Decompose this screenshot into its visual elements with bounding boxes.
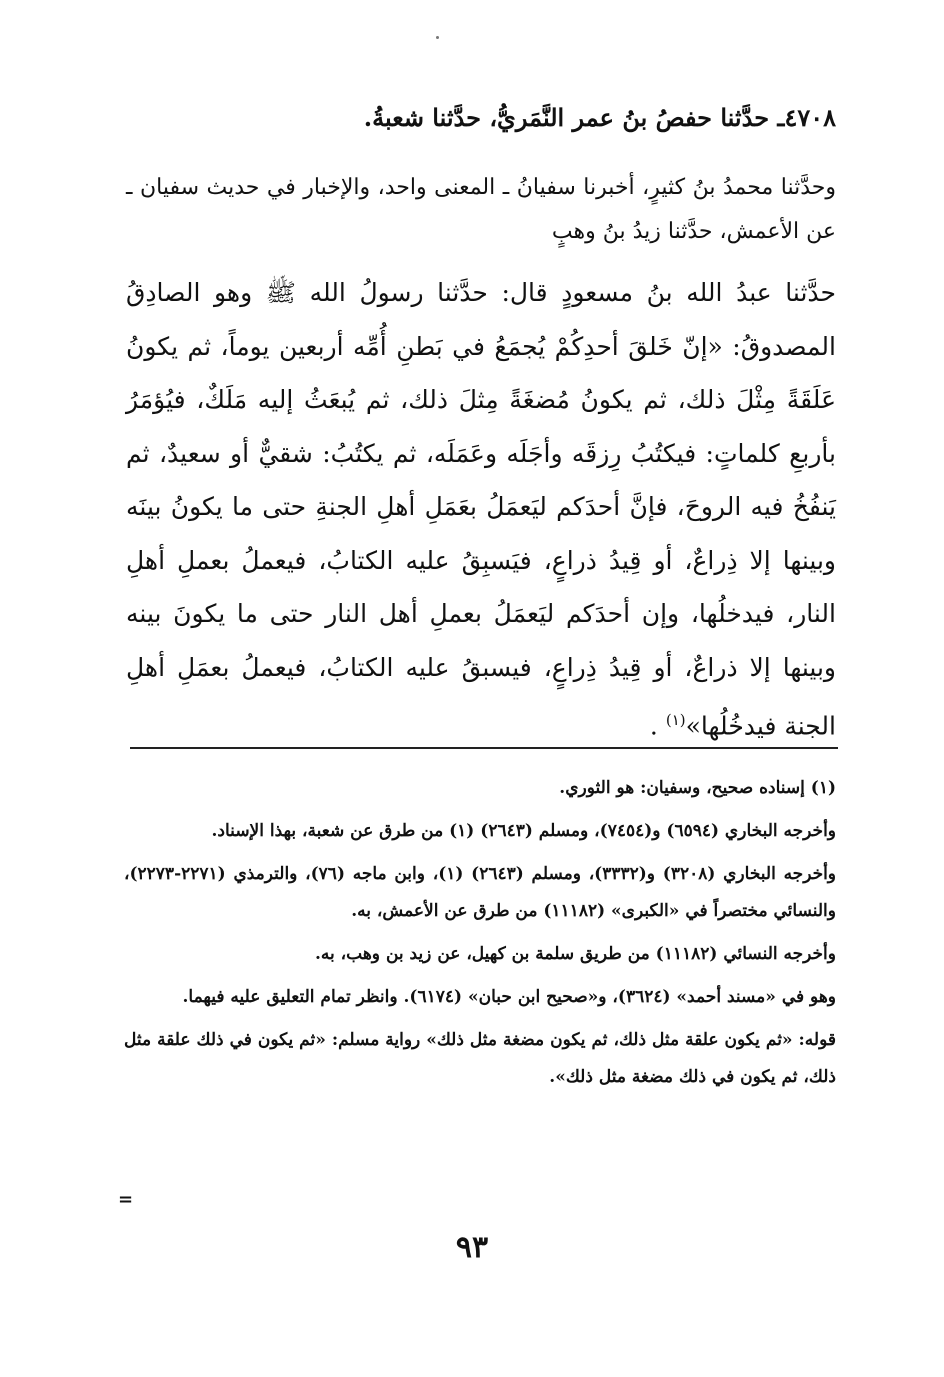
continuation-mark: = [118, 1189, 134, 1210]
page-speck [436, 36, 439, 39]
narration-text: وحدَّثنا محمدُ بنُ كثيرٍ، أخبرنا سفيانُ ـ المعنى واحد، والإخبار في حديث سفيان ـ عن الأعمش، حدَّثنا زيدُ بنُ وهبٍ [126, 175, 836, 244]
footnote-divider [130, 747, 838, 749]
footnote-marker: (١) [665, 711, 686, 729]
hadith-narration [126, 166, 836, 254]
hadith-matn [126, 266, 836, 753]
footnote-paragraph: وهو في «مسند أحمد» (٣٦٢٤)، و«صحيح ابن حبان» (٦١٧٤). وانظر تمام التعليق عليه فيهما. [182, 987, 836, 1007]
hadith-isnad-line [126, 98, 836, 138]
footnotes-section [124, 770, 836, 1102]
page-number: ٩٣ [455, 1230, 489, 1265]
footnote-paragraph: وأخرجه النسائي (١١١٨٢) من طريق سلمة بن كهيل، عن زيد بن وهب، به. [314, 944, 836, 964]
footnote-1: (١) إسناده صحيح، وسفيان: هو الثوري. [559, 778, 836, 798]
footnote-paragraph: قوله: «ثم يكون علقة مثل ذلك، ثم يكون مضغة مثل ذلك» رواية مسلم: «ثم يكون في ذلك علقة مثل ذلك، ثم يكون في ذلك مضغة مثل ذلك». [124, 1030, 836, 1087]
matn-paragraph [126, 266, 836, 753]
hadith-number-line: ٤٧٠٨ـ حدَّثنا حفصُ بنُ عمر النَّمَريُّ، حدَّثنا شعبةُ. [363, 103, 836, 132]
footnote-paragraph: وأخرجه البخاري (٦٥٩٤) و(٧٤٥٤)، ومسلم (٢٦٤٣) (١) من طرق عن شعبة، بهذا الإسناد. [211, 821, 836, 841]
matn-text: حدَّثنا عبدُ الله بنُ مسعودٍ قال: حدَّثنا رسولُ الله ﷺ وهو الصادِقُ المصدوقُ: «إنّ خَلقَ أحدِكُمْ يُجمَعُ في بَطنِ أُمِّه أربعين يوماً، ثم يكونُ عَلَقَةً مِثْلَ ذلك، ثم يكونُ مُضغَةً مِثلَ ذلك، ثم يُبعَثُ إليه مَلَكٌ، فيُؤمَرُ بأربعِ كلماتٍ: فيكتُبُ رِزقَه وأجَلَه وعَمَلَه، ثم يكتُبُ: شقيٌّ أو سعيدٌ، ثم يَنفُخُ فيه الروحَ، فإنَّ أحدَكم ليَعمَلُ بعَمَلِ أهلِ الجنةِ حتى ما يكونُ بينَه وبينها إلا ذِراعٌ، أو قِيدُ ذراعٍ، فيَسبِقُ عليه الكتابُ، فيعملُ بعملِ أهلِ النار، فيدخلُها، وإن أحدَكم ليَعمَلُ بعملِ أهل النار حتى ما يكونَ بينه وبينها إلا ذراعٌ، أو قِيدُ ذِراعٍ، فيسبقُ عليه الكتابُ، فيعملُ بعمَلِ أهلِ الجنة فيدخُلُها» [126, 278, 836, 741]
footnote-paragraph: وأخرجه البخاري (٣٢٠٨) و(٣٣٣٢)، ومسلم (٢٦٤٣) (١)، وابن ماجه (٧٦)، والترمذي (٢٢٧١-٢٢٧٣)، والنسائي مختصراً في «الكبرى» (١١١٨٢) من طرق عن الأعمش، به. [124, 864, 837, 921]
matn-end: . [649, 711, 666, 741]
